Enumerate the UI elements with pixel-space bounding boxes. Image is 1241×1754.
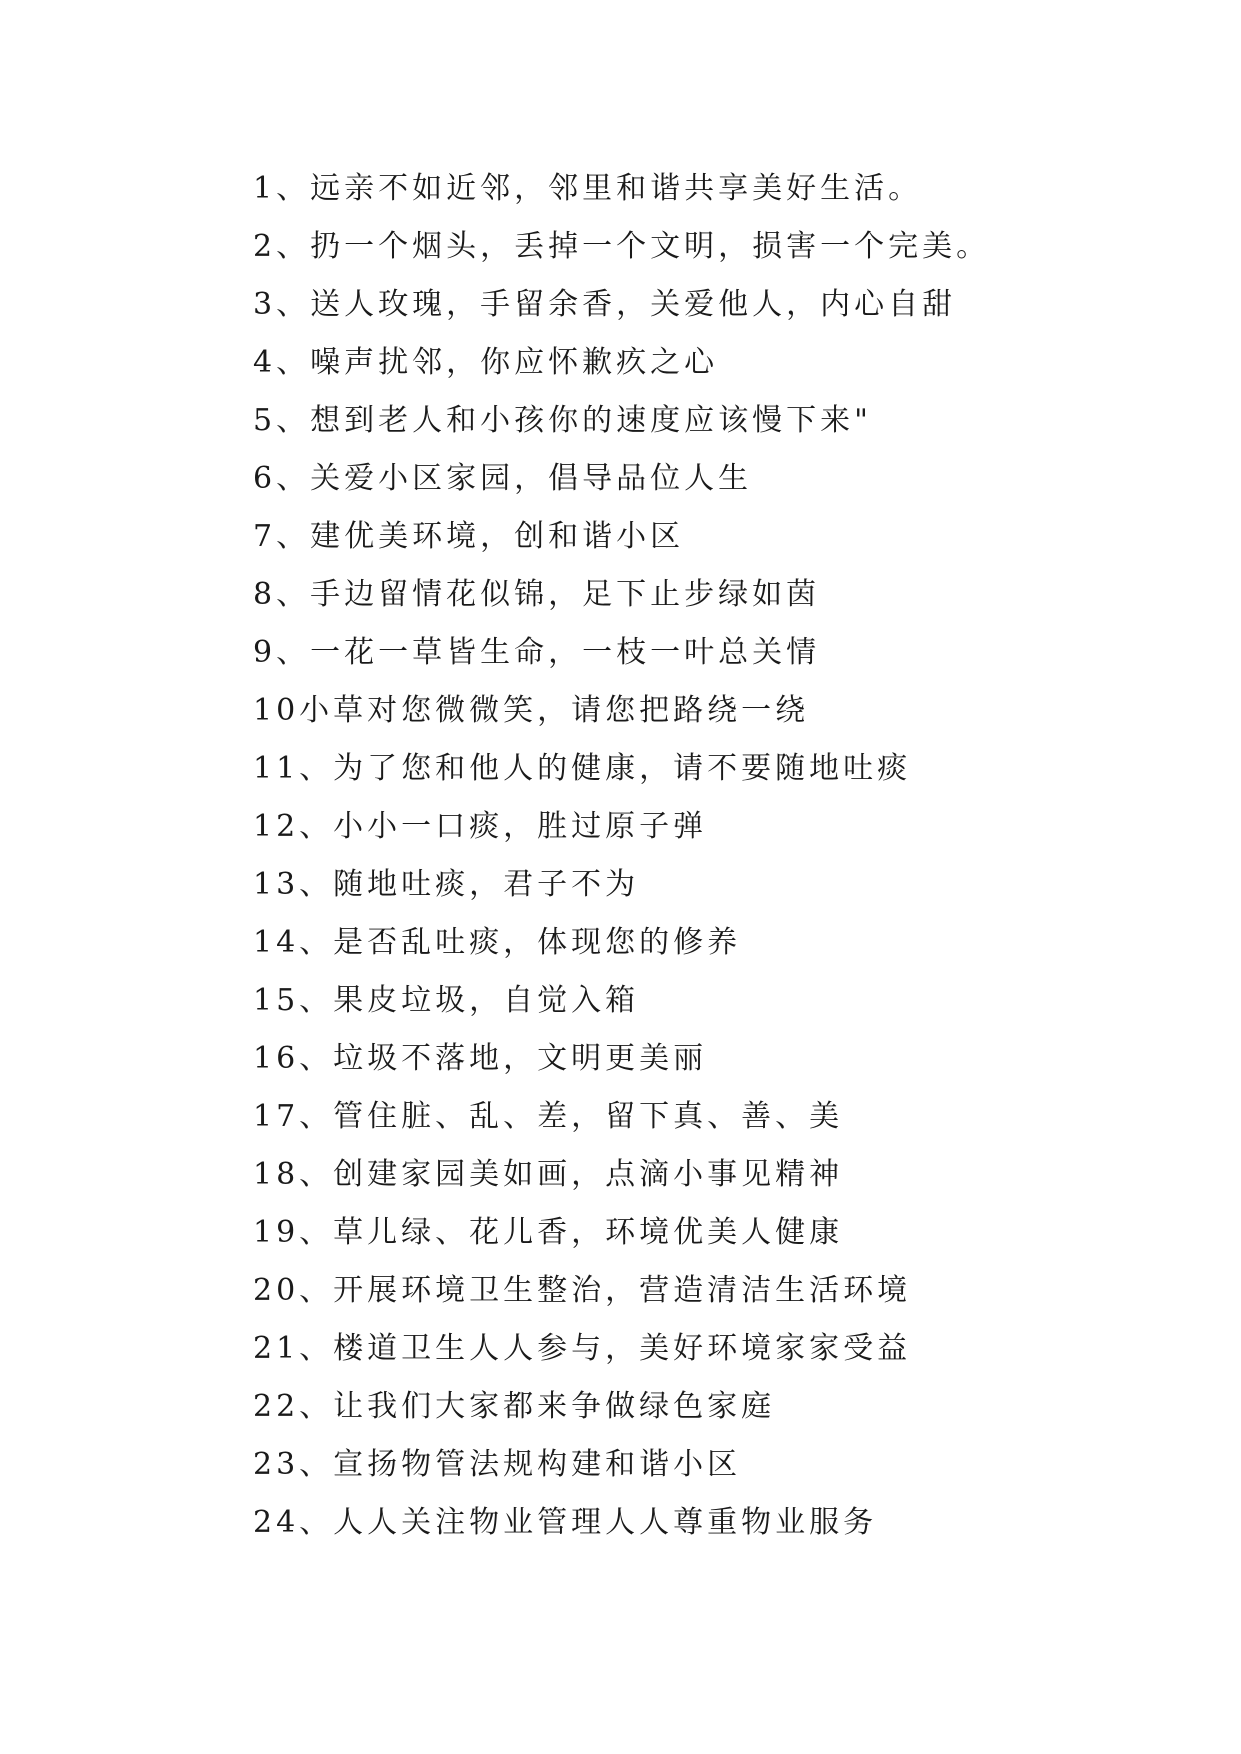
slogan-line: 19、草儿绿、花儿香，环境优美人健康: [253, 1215, 844, 1250]
slogan-line: 7、建优美环境，创和谐小区: [253, 519, 685, 554]
slogan-line: 20、开展环境卫生整治，营造清洁生活环境: [253, 1273, 912, 1308]
slogan-line: 14、是否乱吐痰，体现您的修养: [253, 925, 742, 960]
slogan-line: 15、果皮垃圾，自觉入箱: [253, 983, 640, 1018]
slogan-line: 9、一花一草皆生命，一枝一叶总关情: [253, 635, 821, 670]
slogan-line: 10小草对您微微笑，请您把路绕一绕: [253, 693, 810, 728]
slogan-line: 22、让我们大家都来争做绿色家庭: [253, 1389, 776, 1424]
slogan-line: 5、想到老人和小孩你的速度应该慢下来": [253, 403, 872, 438]
slogan-line: 2、扔一个烟头，丢掉一个文明，损害一个完美。: [253, 229, 991, 264]
slogan-line: 24、人人关注物业管理人人尊重物业服务: [253, 1505, 878, 1540]
slogan-list: [253, 160, 990, 1552]
slogan-line: 21、楼道卫生人人参与，美好环境家家受益: [253, 1331, 912, 1366]
slogan-line: 16、垃圾不落地，文明更美丽: [253, 1041, 708, 1076]
slogan-line: 1、远亲不如近邻，邻里和谐共享美好生活。: [253, 171, 923, 206]
slogan-line: 11、为了您和他人的健康，请不要随地吐痰: [253, 751, 912, 786]
slogan-line: 23、宣扬物管法规构建和谐小区: [253, 1447, 742, 1482]
slogan-line: 17、管住脏、乱、差，留下真、善、美: [253, 1099, 844, 1134]
slogan-line: 4、噪声扰邻，你应怀歉疚之心: [253, 345, 719, 380]
slogan-line: 3、送人玫瑰，手留余香，关爱他人，内心自甜: [253, 287, 957, 322]
slogan-line: 12、小小一口痰，胜过原子弹: [253, 809, 708, 844]
slogan-line: 13、随地吐痰，君子不为: [253, 867, 640, 902]
slogan-line: 6、关爱小区家园，倡导品位人生: [253, 461, 753, 496]
slogan-line: 18、创建家园美如画，点滴小事见精神: [253, 1157, 844, 1192]
slogan-line: 8、手边留情花似锦，足下止步绿如茵: [253, 577, 821, 612]
